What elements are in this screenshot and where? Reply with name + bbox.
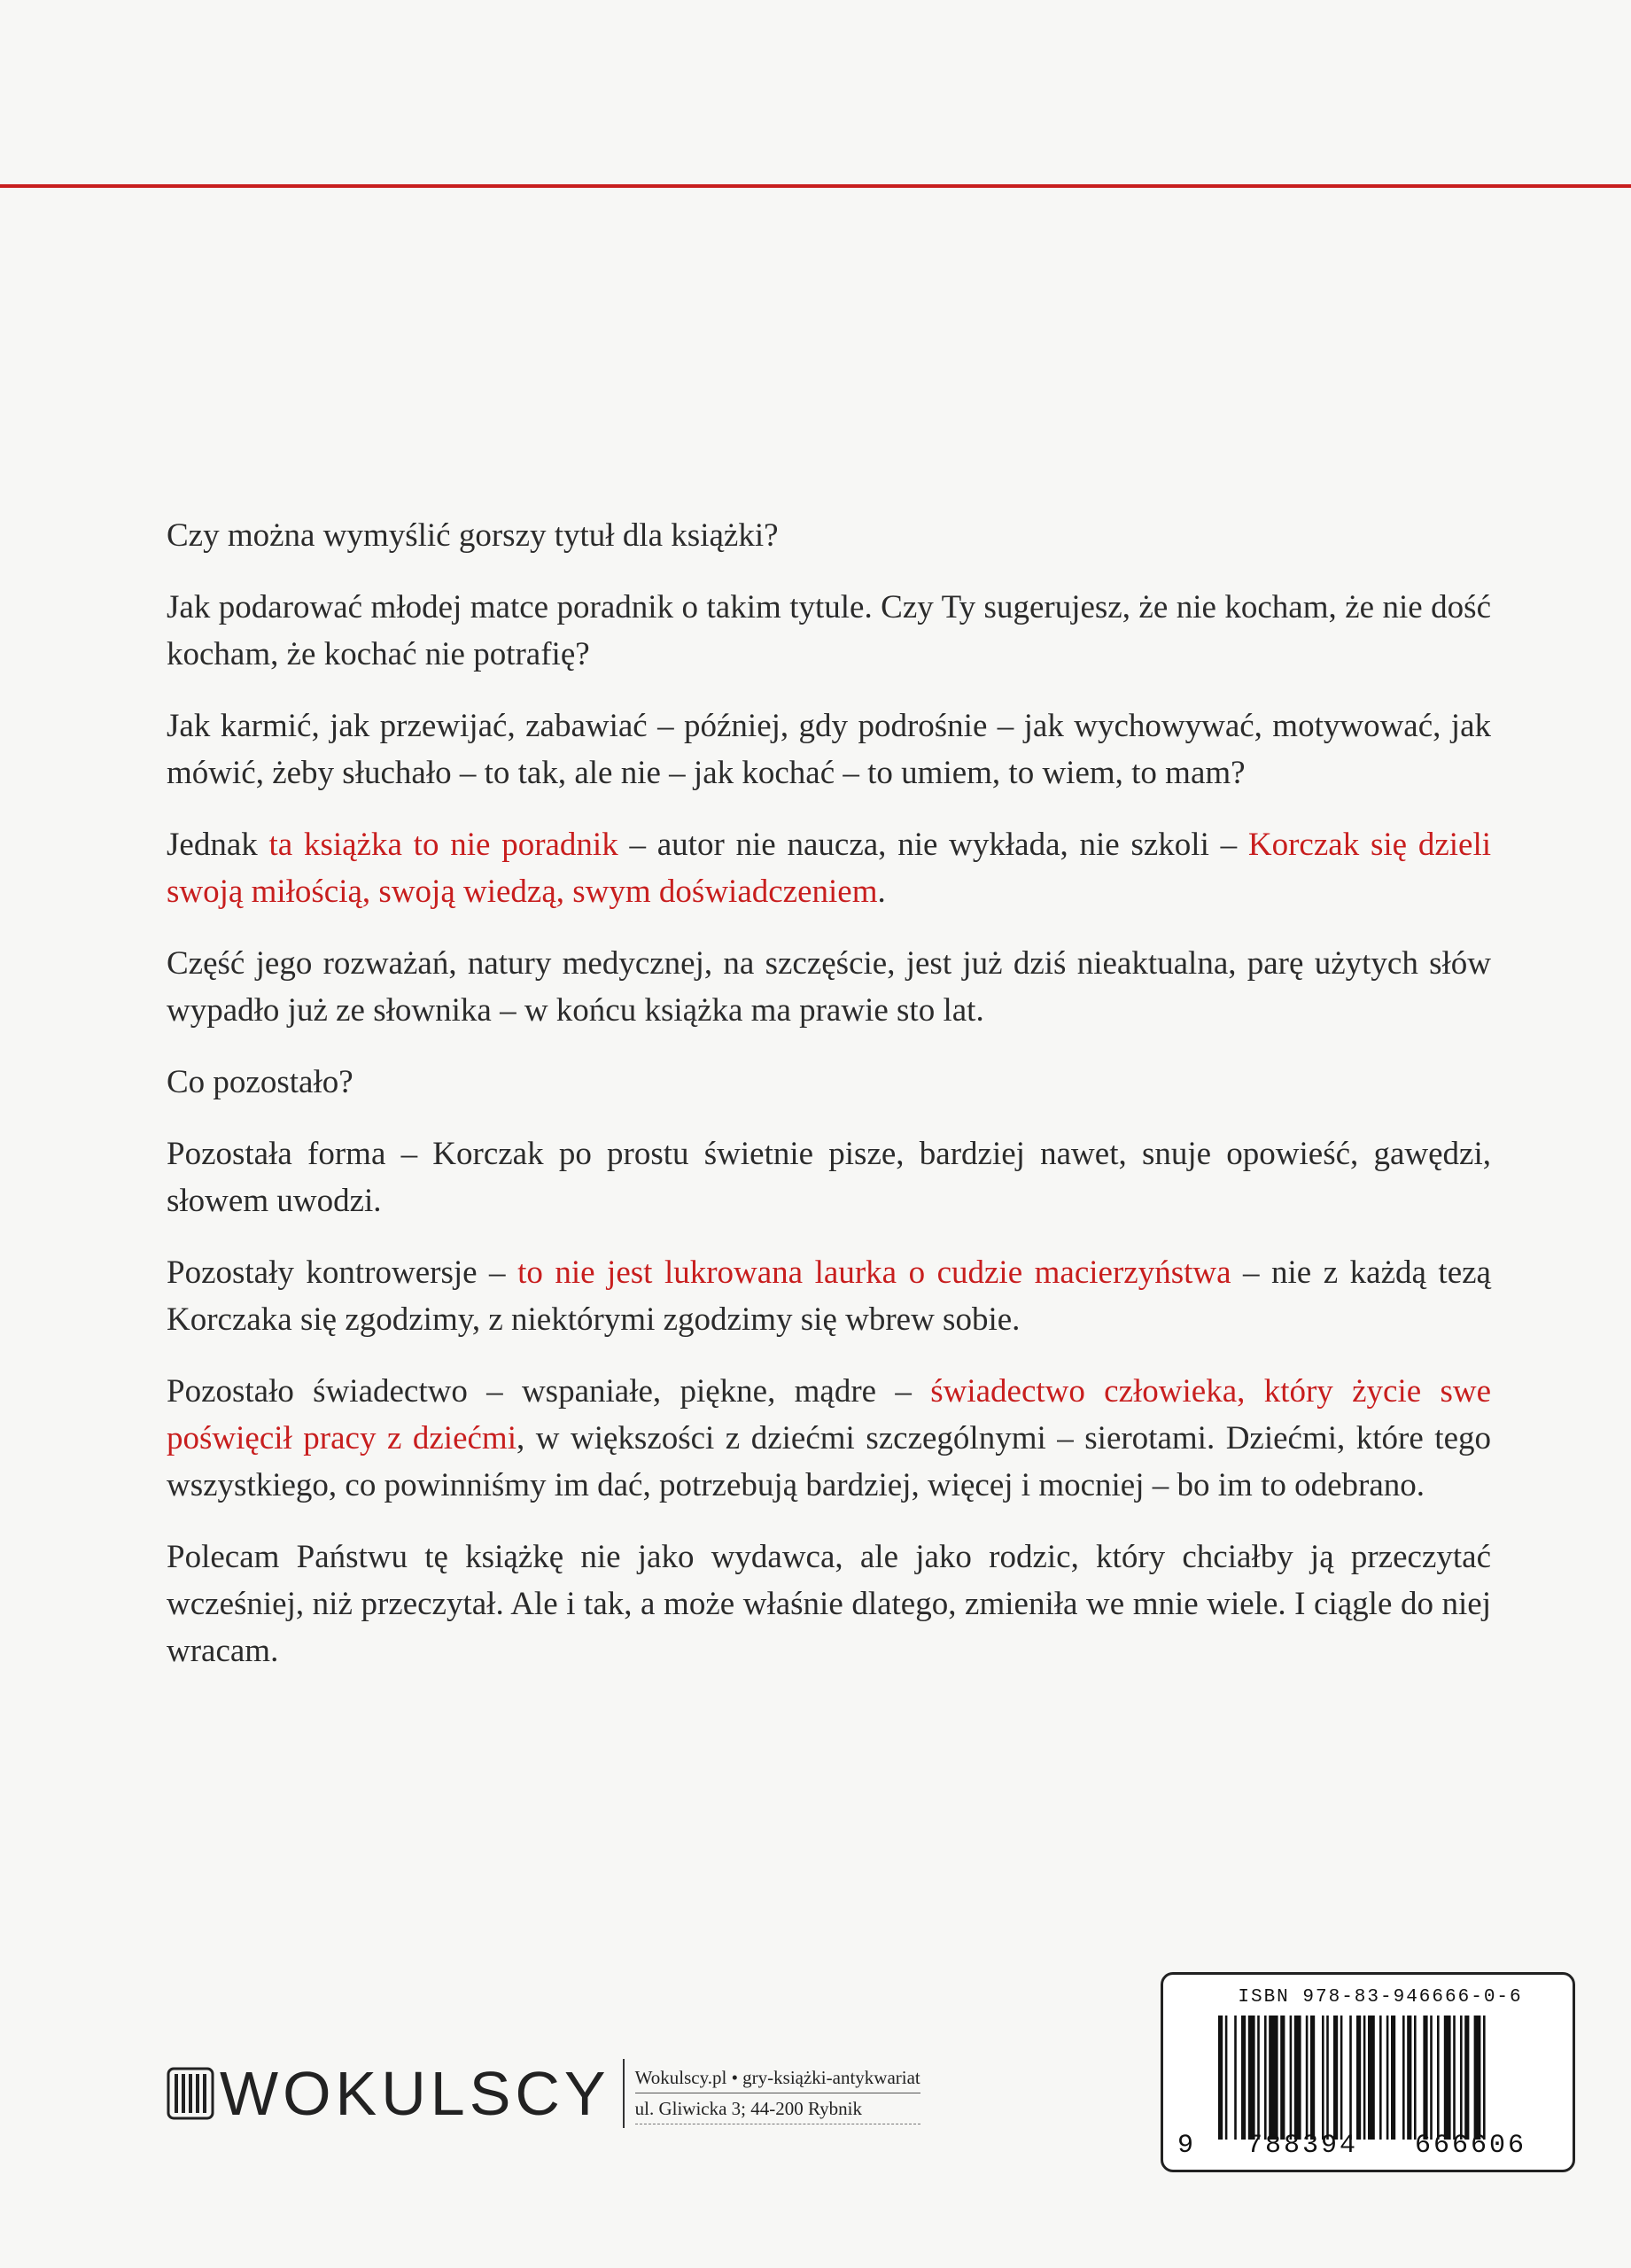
barcode-bar [1340,2016,1343,2140]
top-red-rule [0,184,1631,188]
blurb-paragraph [167,512,1491,559]
paragraph-text: . [877,874,886,910]
barcode-bar [1464,2016,1469,2140]
barcode-bar [1264,2016,1267,2140]
barcode-bar [1453,2016,1456,2140]
blurb-paragraph [167,1368,1491,1509]
barcode-bar [1363,2016,1366,2140]
barcode-bars [1218,2016,1555,2140]
paragraph-text: , w większości z dziećmi szczególnymi – sierotami. Dziećmi, które tego wszystkiego, co powinniśmy im dać, potrzebują bardziej, więcej i mocniej – bo im to odebrano. [167,1420,1491,1503]
barcode-bar [1257,2016,1260,2140]
publisher-contact [635,2062,920,2124]
barcode-bar [1225,2016,1228,2140]
barcode-bar [1423,2016,1427,2140]
publisher-logo-text: WOKULSCY [220,2059,610,2128]
paragraph-text: Pozostała forma – Korczak po prostu świetnie pisze, bardziej nawet, snuje opowieść, gawędzi, słowem uwodzi. [167,1136,1491,1219]
isbn-label: ISBN 978-83-946666-0-6 [1238,1987,1523,2008]
barcode-bar [1356,2016,1361,2140]
publisher-address-line: ul. Gliwicka 3; 44-200 Rybnik [635,2093,920,2124]
barcode-bar [1294,2016,1301,2140]
barcode-digit-group-left: 788394 [1246,2131,1359,2161]
barcode-bar [1333,2016,1338,2140]
barcode-bar [1483,2016,1486,2140]
paragraph-text: Pozostało świadectwo – wspaniałe, piękne, mądre – [167,1373,931,1410]
blurb-paragraph [167,1534,1491,1674]
barcode-bar [1437,2016,1440,2140]
barcode-bar [1430,2016,1433,2140]
paragraph-text: Polecam Państwu tę książkę nie jako wydawca, ale jako rodzic, który chciałby ją przeczytać wcześniej, niż przeczytał. Ale i tak, a może właśnie dlatego, zmieniła we mnie wiele. I ciągle do niej wracam. [167,1539,1491,1669]
barcode-bar [1349,2016,1352,2140]
barcode-bar [1218,2016,1223,2140]
back-cover-blurb [167,512,1491,1699]
barcode-bar [1290,2016,1293,2140]
highlighted-phrase: ta książka to nie poradnik [268,827,618,863]
paragraph-text: Jak podarować młodej matce poradnik o takim tytule. Czy Ty sugerujesz, że nie kocham, że nie dość kocham, że kochać nie potrafię? [167,589,1491,672]
blurb-paragraph [167,584,1491,678]
isbn-barcode [1161,1972,1575,2172]
barcode-bar [1280,2016,1285,2140]
barcode-digits [1177,2131,1564,2161]
paragraph-text: Czy można wymyślić gorszy tytuł dla książki? [167,517,779,554]
paragraph-text: Pozostały kontrowersje – [167,1254,518,1291]
barcode-bar [1379,2016,1382,2140]
blurb-paragraph [167,703,1491,796]
barcode-bar [1241,2016,1246,2140]
blurb-paragraph [167,940,1491,1034]
paragraph-text: Część jego rozważań, natury medycznej, na szczęście, jest już dziś nieaktualna, parę użytych słów wypadło już ze słownika – w końcu książka ma prawie sto lat. [167,945,1491,1029]
publisher-logo [167,2054,920,2133]
highlighted-phrase: Korczak się dzieli swoją miłością, swoją wiedzą, swym doświadczeniem [167,827,1492,910]
barcode-bar [1234,2016,1237,2140]
barcode-bar [1402,2016,1405,2140]
highlighted-phrase: świadectwo człowieka, który życie swe poświęcił pracy z dziećmi [167,1373,1491,1456]
barcode-bar [1407,2016,1411,2140]
barcode-bar [1269,2016,1278,2140]
paragraph-text: Jednak [167,827,269,863]
barcode-bar [1460,2016,1463,2140]
paragraph-text: – nie z każdą tezą Korczaka się zgodzimy, z niektórymi zgodzimy się wbrew sobie. [167,1254,1491,1338]
publisher-website-line: Wokulscy.pl • gry-książki-antykwariat [635,2062,920,2093]
publisher-logo-icon [167,2065,214,2122]
logo-divider [623,2059,625,2128]
barcode-bar [1368,2016,1375,2140]
barcode-bar [1322,2016,1324,2140]
barcode-bar [1391,2016,1395,2140]
paragraph-text: – autor nie naucza, nie wykłada, nie szkoli – [617,827,1248,863]
barcode-digit-lead: 9 [1177,2131,1194,2161]
barcode-digit-group-right: 666606 [1414,2131,1527,2161]
barcode-bar [1306,2016,1309,2140]
blurb-paragraph [167,821,1491,915]
blurb-paragraph [167,1130,1491,1224]
blurb-paragraph [167,1249,1491,1343]
paragraph-text: Jak karmić, jak przewijać, zabawiać – później, gdy podrośnie – jak wychowywać, motywować, jak mówić, żeby słuchało – to tak, ale nie – jak kochać – to umiem, to wiem, to mam? [167,708,1491,791]
barcode-bar [1310,2016,1315,2140]
barcode-bar [1444,2016,1451,2140]
barcode-bar [1248,2016,1255,2140]
barcode-bar [1386,2016,1389,2140]
barcode-bar [1474,2016,1481,2140]
barcode-bar [1414,2016,1417,2140]
barcode-bar [1326,2016,1329,2140]
paragraph-text: Co pozostało? [167,1064,353,1100]
blurb-paragraph [167,1059,1491,1106]
highlighted-phrase: to nie jest lukrowana laurka o cudzie macierzyństwa [517,1254,1231,1291]
